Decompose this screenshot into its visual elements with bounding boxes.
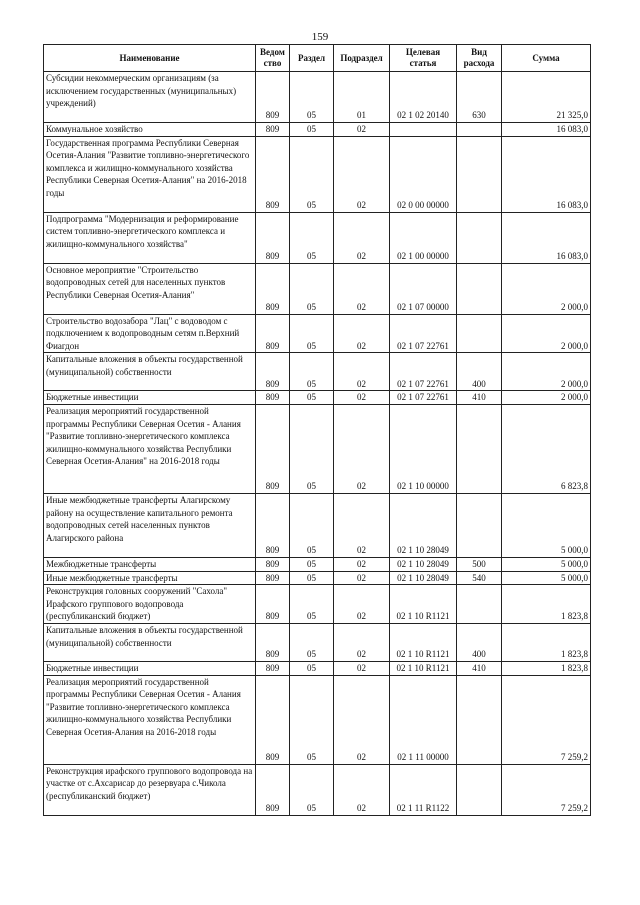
cell-name: Основное мероприятие "Строительство водопроводных сетей для населенных пунктов Республики Северная Осетия-Алания" xyxy=(44,263,256,314)
cell-ved: 809 xyxy=(256,391,290,405)
cell-section: 05 xyxy=(290,623,334,661)
cell-name: Государственная программа Республики Северная Осетия-Алания "Развитие топливно-энергетического комплекса и жилищно-коммунального хозяйства Республики Северная Осетия-Алания" на 2016-2018 годы xyxy=(44,136,256,212)
cell-subsection: 02 xyxy=(334,571,390,585)
cell-section: 05 xyxy=(290,557,334,571)
cell-ved: 809 xyxy=(256,661,290,675)
cell-ved: 809 xyxy=(256,263,290,314)
cell-type xyxy=(457,314,502,353)
cell-article: 02 1 07 22761 xyxy=(390,314,457,353)
cell-section: 05 xyxy=(290,263,334,314)
cell-section: 05 xyxy=(290,764,334,815)
table-row xyxy=(44,585,591,624)
table-row xyxy=(44,136,591,212)
cell-type xyxy=(457,123,502,137)
cell-type xyxy=(457,263,502,314)
cell-article: 02 1 02 20140 xyxy=(390,72,457,123)
cell-name: Иные межбюджетные трансферты xyxy=(44,571,256,585)
cell-ved: 809 xyxy=(256,623,290,661)
cell-name: Межбюджетные трансферты xyxy=(44,557,256,571)
cell-type: 410 xyxy=(457,391,502,405)
cell-ved: 809 xyxy=(256,314,290,353)
cell-sum: 16 083,0 xyxy=(502,136,591,212)
cell-sum: 2 000,0 xyxy=(502,314,591,353)
cell-ved: 809 xyxy=(256,123,290,137)
cell-subsection: 02 xyxy=(334,123,390,137)
cell-article: 02 1 10 R1121 xyxy=(390,585,457,624)
table-header-row xyxy=(44,45,591,72)
cell-subsection: 02 xyxy=(334,585,390,624)
table-row xyxy=(44,493,591,557)
cell-subsection: 02 xyxy=(334,212,390,263)
cell-name: Субсидии некоммерческим организациям (за исключением государственных (муниципальных) учреждений) xyxy=(44,72,256,123)
page-number: 159 xyxy=(311,31,329,43)
cell-ved: 809 xyxy=(256,585,290,624)
table-row xyxy=(44,314,591,353)
cell-type: 500 xyxy=(457,557,502,571)
cell-sum: 7 259,2 xyxy=(502,675,591,764)
table-row xyxy=(44,123,591,137)
cell-subsection: 02 xyxy=(334,314,390,353)
budget-table xyxy=(43,44,591,816)
cell-section: 05 xyxy=(290,212,334,263)
cell-article: 02 1 07 22761 xyxy=(390,353,457,391)
cell-section: 05 xyxy=(290,314,334,353)
cell-subsection: 02 xyxy=(334,661,390,675)
cell-name: Реконструкция головных сооружений "Сахола" Ирафского группового водопровода (республиканский бюджет) xyxy=(44,585,256,624)
cell-section: 05 xyxy=(290,123,334,137)
cell-sum: 16 083,0 xyxy=(502,123,591,137)
cell-subsection: 02 xyxy=(334,263,390,314)
cell-article: 02 1 10 28049 xyxy=(390,557,457,571)
cell-sum: 5 000,0 xyxy=(502,493,591,557)
cell-article xyxy=(390,123,457,137)
cell-type: 400 xyxy=(457,623,502,661)
cell-type xyxy=(457,212,502,263)
cell-name: Капитальные вложения в объекты государственной (муниципальной) собственности xyxy=(44,623,256,661)
cell-article: 02 0 00 00000 xyxy=(390,136,457,212)
cell-ved: 809 xyxy=(256,404,290,493)
cell-name: Реализация мероприятий государственной программы Республики Северная Осетия - Алания "Развитие топливно-энергетического комплекса жилищно-коммунального хозяйства Республики Северная Осетия-Алания" на 2016-2018 годы xyxy=(44,404,256,493)
header-subsection: Подраздел xyxy=(334,45,390,72)
cell-ved: 809 xyxy=(256,557,290,571)
cell-sum: 7 259,2 xyxy=(502,764,591,815)
cell-sum: 5 000,0 xyxy=(502,571,591,585)
cell-name: Иные межбюджетные трансферты Алагирскому району на осуществление капитального ремонта водопроводных сетей населенных пунктов Алагирского района xyxy=(44,493,256,557)
header-section: Раздел xyxy=(290,45,334,72)
cell-sum: 1 823,8 xyxy=(502,661,591,675)
table-row xyxy=(44,72,591,123)
cell-article: 02 1 07 22761 xyxy=(390,391,457,405)
cell-type: 410 xyxy=(457,661,502,675)
cell-subsection: 02 xyxy=(334,404,390,493)
cell-section: 05 xyxy=(290,571,334,585)
cell-sum: 2 000,0 xyxy=(502,263,591,314)
cell-ved: 809 xyxy=(256,764,290,815)
cell-ved: 809 xyxy=(256,675,290,764)
cell-ved: 809 xyxy=(256,212,290,263)
cell-name: Реконструкция ирафского группового водопровода на участке от с.Ахсарисар до резервуара с.Чикола (республиканский бюджет) xyxy=(44,764,256,815)
cell-subsection: 02 xyxy=(334,675,390,764)
cell-name: Коммунальное хозяйство xyxy=(44,123,256,137)
cell-sum: 2 000,0 xyxy=(502,353,591,391)
cell-subsection: 02 xyxy=(334,764,390,815)
cell-article: 02 1 10 R1121 xyxy=(390,623,457,661)
cell-article: 02 1 10 R1121 xyxy=(390,661,457,675)
cell-type: 540 xyxy=(457,571,502,585)
cell-subsection: 01 xyxy=(334,72,390,123)
cell-ved: 809 xyxy=(256,571,290,585)
table-row xyxy=(44,661,591,675)
header-name: Наименование xyxy=(44,45,256,72)
cell-sum: 1 823,8 xyxy=(502,585,591,624)
cell-section: 05 xyxy=(290,353,334,391)
header-ved: Ведом ство xyxy=(256,45,290,72)
cell-ved: 809 xyxy=(256,493,290,557)
header-sum: Сумма xyxy=(502,45,591,72)
cell-type xyxy=(457,585,502,624)
cell-type xyxy=(457,764,502,815)
cell-subsection: 02 xyxy=(334,493,390,557)
cell-section: 05 xyxy=(290,661,334,675)
cell-subsection: 02 xyxy=(334,353,390,391)
cell-subsection: 02 xyxy=(334,557,390,571)
cell-name: Капитальные вложения в объекты государственной (муниципальной) собственности xyxy=(44,353,256,391)
cell-section: 05 xyxy=(290,493,334,557)
cell-article: 02 1 10 00000 xyxy=(390,404,457,493)
cell-article: 02 1 00 00000 xyxy=(390,212,457,263)
cell-sum: 6 823,8 xyxy=(502,404,591,493)
cell-name: Реализация мероприятий государственной программы Республики Северная Осетия - Алания "Развитие топливно-энергетического комплекса жилищно-коммунального хозяйства Республики Северная Осетия-Алания на 2016-2018 годы xyxy=(44,675,256,764)
cell-sum: 5 000,0 xyxy=(502,557,591,571)
table-row xyxy=(44,675,591,764)
cell-section: 05 xyxy=(290,72,334,123)
cell-subsection: 02 xyxy=(334,391,390,405)
cell-ved: 809 xyxy=(256,72,290,123)
cell-subsection: 02 xyxy=(334,623,390,661)
cell-name: Подпрограмма "Модернизация и реформирование систем топливно-энергетического комплекса и жилищно-коммунального хозяйства" xyxy=(44,212,256,263)
cell-section: 05 xyxy=(290,391,334,405)
cell-sum: 2 000,0 xyxy=(502,391,591,405)
cell-type xyxy=(457,675,502,764)
cell-subsection: 02 xyxy=(334,136,390,212)
table-row xyxy=(44,571,591,585)
header-type: Вид расхода xyxy=(457,45,502,72)
cell-article: 02 1 11 00000 xyxy=(390,675,457,764)
table-row xyxy=(44,263,591,314)
cell-article: 02 1 10 28049 xyxy=(390,493,457,557)
cell-section: 05 xyxy=(290,675,334,764)
cell-type xyxy=(457,404,502,493)
table-row xyxy=(44,353,591,391)
cell-type: 630 xyxy=(457,72,502,123)
cell-sum: 1 823,8 xyxy=(502,623,591,661)
cell-type: 400 xyxy=(457,353,502,391)
cell-type xyxy=(457,136,502,212)
cell-article: 02 1 07 00000 xyxy=(390,263,457,314)
header-article: Целевая статья xyxy=(390,45,457,72)
cell-name: Строительство водозабора "Лац" с водоводом с подключением к водопроводным сетям п.Верхний Фиагдон xyxy=(44,314,256,353)
table-row xyxy=(44,391,591,405)
cell-sum: 16 083,0 xyxy=(502,212,591,263)
cell-article: 02 1 10 28049 xyxy=(390,571,457,585)
cell-section: 05 xyxy=(290,136,334,212)
table-row xyxy=(44,764,591,815)
cell-section: 05 xyxy=(290,404,334,493)
cell-name: Бюджетные инвестиции xyxy=(44,661,256,675)
table-row xyxy=(44,212,591,263)
cell-ved: 809 xyxy=(256,136,290,212)
cell-sum: 21 325,0 xyxy=(502,72,591,123)
cell-name: Бюджетные инвестиции xyxy=(44,391,256,405)
cell-type xyxy=(457,493,502,557)
cell-section: 05 xyxy=(290,585,334,624)
table-row xyxy=(44,623,591,661)
table-body xyxy=(44,72,591,816)
cell-article: 02 1 11 R1122 xyxy=(390,764,457,815)
cell-ved: 809 xyxy=(256,353,290,391)
table-row xyxy=(44,557,591,571)
table-row xyxy=(44,404,591,493)
